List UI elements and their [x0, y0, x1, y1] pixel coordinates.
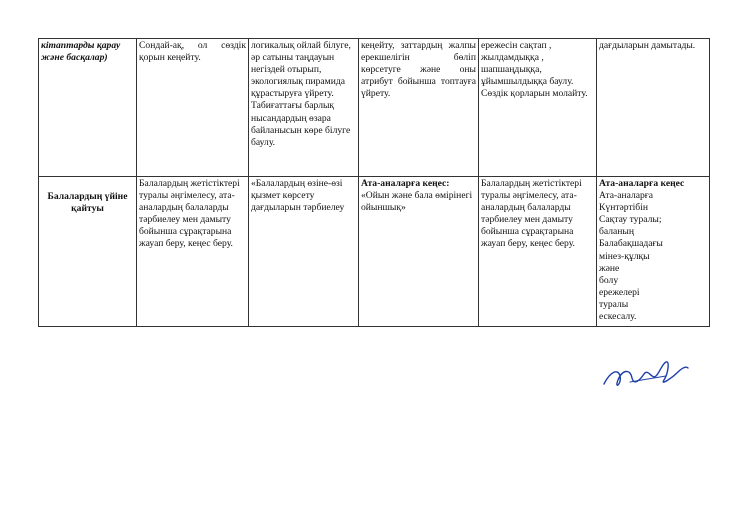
cell-line: Балабақшадағы — [599, 238, 663, 250]
cell-line: және — [599, 262, 620, 274]
table-cell: Балалардың жетістіктері туралы әңгімелесу, ата-аналардың балаларды тәрбиелеу мен дамыту бойынша сұрақтарына жауап беру, кеңес беру. — [137, 177, 249, 327]
table-cell: ережесін сақтап , жылдамдыққа , шапшаңдыққа, ұйымшылдыққа баулу. Сөздік қорларын молайту. — [479, 39, 597, 177]
table-cell: «Балалардың өзіне-өзі қызмет көрсету дағдыларын тәрбиелеу — [249, 177, 359, 327]
table-cell: Балалардың жетістіктері туралы әңгімелесу, ата-аналардың балаларды тәрбиелеу мен дамыту бойынша сұрақтарына жауап беру, кеңес беру. — [479, 177, 597, 327]
cell-line: туралы — [599, 298, 629, 310]
cell-line: ережелері — [599, 286, 640, 298]
cell-line: Ата-аналарға — [599, 190, 653, 202]
table-cell — [597, 177, 710, 327]
regime-cell: кітаптарды қарау және басқалар) — [39, 39, 137, 177]
table-row — [39, 39, 710, 177]
table-cell: логикалық ойлай білуге, әр сатыны таңдауын негіздей отырып, экологиялық пирамида құрастыруға үйрету. Табиғаттағы барлық нысандардың өзара байланысын көре білуге баулу. — [249, 39, 359, 177]
table-cell: Сондай-ақ, ол сөздік қорын кеңейту. — [137, 39, 249, 177]
table-row — [39, 177, 710, 327]
regime-cell: Балалардың үйіне қайтуы — [39, 177, 137, 327]
cell-line: болу — [599, 274, 619, 286]
table-cell: кеңейту, заттардың жалпы ерекшелігін бөліп көрсетуге және оны атрибут бойынша топтауға үйрету. — [359, 39, 479, 177]
cell-line: ескесалу. — [599, 311, 637, 323]
cell-heading: Ата-аналарға кеңес — [599, 178, 685, 189]
cell-line: Күнтәртібін — [599, 202, 648, 214]
plan-table — [38, 38, 710, 327]
cell-line: мінез-құлқы — [599, 250, 650, 262]
cell-line: баланың — [599, 226, 634, 238]
cell-line: Сақтау туралы; — [599, 214, 662, 226]
table-cell: дағдыларын дамытады. — [597, 39, 710, 177]
cell-lines — [599, 190, 707, 323]
table-cell: Ата-аналарға кеңес: «Ойын және бала өмірінегі ойыншық» — [359, 177, 479, 327]
signature — [600, 350, 690, 398]
